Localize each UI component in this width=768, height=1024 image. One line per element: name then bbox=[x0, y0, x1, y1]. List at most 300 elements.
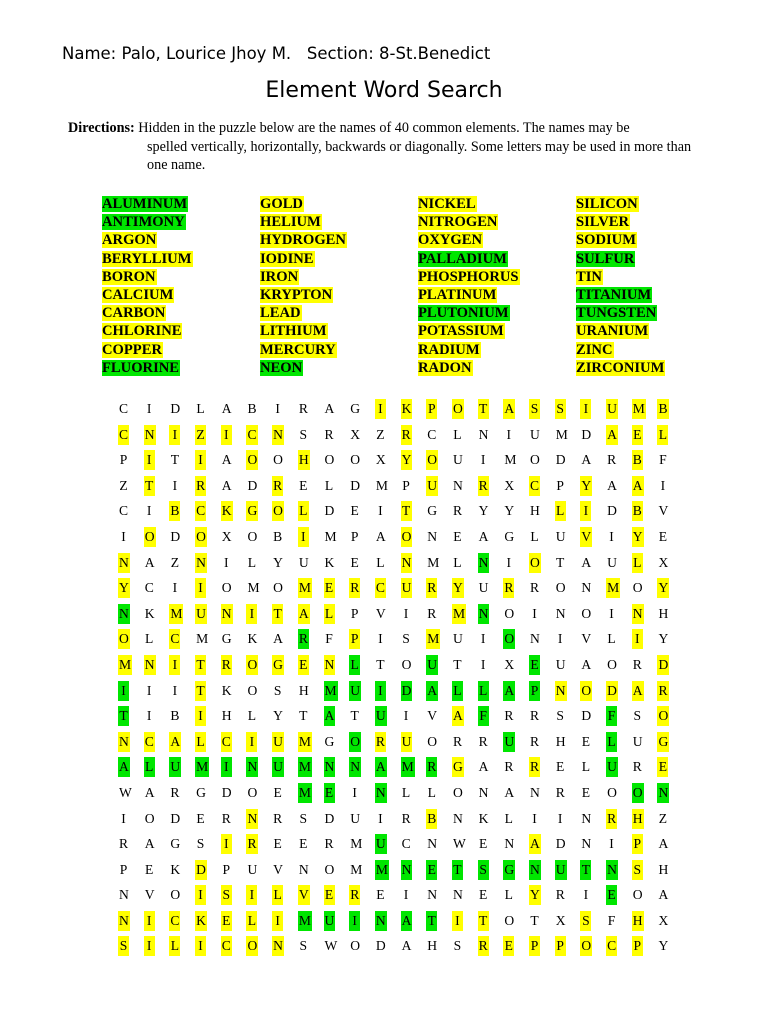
grid-cell: A bbox=[602, 425, 628, 451]
grid-cell: X bbox=[375, 452, 386, 468]
grid-cell: N bbox=[114, 553, 140, 579]
grid-cell: L bbox=[247, 554, 257, 570]
grid-cell: R bbox=[530, 580, 540, 596]
grid-cell: V bbox=[576, 527, 602, 553]
grid-cell: C bbox=[525, 476, 551, 502]
grid-cell: C bbox=[242, 425, 268, 451]
grid-cell: I bbox=[223, 554, 229, 570]
word-text: BERYLLIUM bbox=[102, 250, 192, 267]
grid-cell: S bbox=[299, 938, 308, 954]
grid-cell: O bbox=[452, 784, 463, 800]
grid-cell: P bbox=[556, 477, 564, 493]
grid-cell: E bbox=[320, 885, 346, 911]
grid-cell: T bbox=[191, 681, 217, 707]
grid-cell: H bbox=[427, 938, 438, 954]
grid-cell: I bbox=[378, 631, 383, 647]
grid-cell: D bbox=[397, 681, 423, 707]
grid-cell: O bbox=[350, 938, 361, 954]
grid-cell: I bbox=[242, 604, 268, 630]
grid-cell: S bbox=[273, 682, 282, 698]
grid-cell: U bbox=[397, 732, 423, 758]
grid-cell: A bbox=[375, 528, 386, 544]
grid-cell: F bbox=[607, 912, 616, 928]
grid-cell: I bbox=[191, 706, 217, 732]
grid-cell: O bbox=[499, 629, 525, 655]
grid-cell: S bbox=[217, 885, 243, 911]
grid-cell: I bbox=[378, 810, 383, 826]
grid-cell: N bbox=[551, 681, 577, 707]
grid-cell: L bbox=[602, 732, 628, 758]
grid-cell: O bbox=[247, 528, 258, 544]
grid-cell: O bbox=[530, 452, 540, 468]
word-item bbox=[576, 250, 734, 268]
grid-cell: C bbox=[140, 732, 166, 758]
grid-cell: M bbox=[555, 426, 568, 442]
grid-cell: Y bbox=[273, 708, 283, 724]
grid-cell: D bbox=[350, 477, 361, 493]
grid-cell: O bbox=[401, 656, 412, 672]
grid-cell: I bbox=[114, 681, 140, 707]
grid-cell: R bbox=[324, 836, 334, 852]
grid-cell: N bbox=[653, 783, 679, 809]
grid-row bbox=[114, 936, 679, 962]
grid-cell: L bbox=[140, 757, 166, 783]
grid-cell: N bbox=[427, 887, 438, 903]
grid-cell: R bbox=[401, 810, 411, 826]
grid-cell: O bbox=[324, 861, 335, 877]
grid-cell: U bbox=[191, 604, 217, 630]
grid-cell: E bbox=[196, 810, 205, 826]
grid-cell: H bbox=[298, 682, 309, 698]
grid-cell: A bbox=[144, 784, 155, 800]
word-item bbox=[418, 286, 576, 304]
word-item bbox=[260, 231, 418, 249]
grid-cell: Y bbox=[114, 578, 140, 604]
grid-cell: O bbox=[607, 784, 617, 800]
word-text: IRON bbox=[260, 268, 299, 285]
grid-cell: C bbox=[217, 732, 243, 758]
word-column bbox=[576, 195, 734, 377]
word-text: SULFUR bbox=[576, 250, 635, 267]
grid-cell: O bbox=[273, 452, 283, 468]
grid-cell: G bbox=[427, 503, 438, 519]
grid-cell: A bbox=[499, 681, 525, 707]
word-item bbox=[576, 341, 734, 359]
grid-cell: I bbox=[146, 401, 152, 416]
grid-cell: E bbox=[499, 936, 525, 962]
grid-cell: R bbox=[632, 656, 642, 672]
grid-cell: O bbox=[345, 732, 371, 758]
grid-cell: M bbox=[294, 757, 320, 783]
grid-cell: O bbox=[268, 501, 294, 527]
grid-cell: H bbox=[628, 911, 654, 937]
word-item bbox=[260, 341, 418, 359]
grid-cell: I bbox=[191, 885, 217, 911]
grid-cell: L bbox=[294, 501, 320, 527]
grid-cell: N bbox=[530, 631, 540, 647]
word-text: NITROGEN bbox=[418, 214, 498, 231]
word-text: CARBON bbox=[102, 305, 166, 322]
grid-cell: P bbox=[119, 452, 128, 468]
grid-row bbox=[114, 783, 679, 809]
grid-cell: E bbox=[350, 554, 359, 570]
grid-cell: I bbox=[576, 399, 602, 425]
grid-cell: R bbox=[422, 757, 448, 783]
grid-cell: N bbox=[397, 860, 423, 886]
grid-cell: L bbox=[165, 936, 191, 962]
grid-cell: C bbox=[114, 425, 140, 451]
grid-cell: C bbox=[217, 936, 243, 962]
grid-cell: N bbox=[581, 580, 592, 596]
word-item bbox=[418, 195, 576, 213]
directions-label: Directions: bbox=[68, 120, 135, 136]
grid-cell: B bbox=[653, 399, 679, 425]
grid-cell: R bbox=[345, 578, 371, 604]
grid-cell: T bbox=[422, 911, 448, 937]
word-item bbox=[260, 286, 418, 304]
grid-cell: A bbox=[397, 911, 423, 937]
grid-cell: V bbox=[658, 503, 669, 519]
grid-cell: S bbox=[474, 860, 500, 886]
word-item bbox=[576, 304, 734, 322]
grid-cell: I bbox=[609, 605, 614, 621]
grid-row bbox=[114, 732, 679, 758]
grid-cell: V bbox=[581, 631, 592, 647]
grid-cell: E bbox=[653, 757, 679, 783]
grid-cell: K bbox=[191, 911, 217, 937]
grid-cell: D bbox=[581, 708, 592, 724]
grid-cell: M bbox=[196, 631, 209, 647]
word-text: NICKEL bbox=[418, 196, 476, 212]
grid-cell: L bbox=[628, 553, 654, 579]
grid-cell: O bbox=[221, 580, 232, 596]
grid-cell: A bbox=[658, 887, 669, 903]
word-text: BORON bbox=[102, 268, 156, 285]
word-text: IODINE bbox=[260, 250, 314, 267]
word-text: SILICON bbox=[576, 196, 638, 212]
grid-cell: E bbox=[422, 860, 448, 886]
grid-cell: T bbox=[453, 656, 462, 672]
word-text: RADON bbox=[418, 359, 472, 376]
grid-cell: G bbox=[170, 836, 181, 852]
grid-cell: N bbox=[371, 783, 397, 809]
grid-cell: L bbox=[607, 631, 616, 647]
page-title: Element Word Search bbox=[265, 78, 503, 103]
grid-cell: I bbox=[403, 887, 409, 903]
grid-row bbox=[114, 501, 679, 527]
grid-cell: V bbox=[427, 708, 438, 724]
directions-line1: Hidden in the puzzle below are the names of 40 common elements. The names may be bbox=[138, 120, 630, 136]
grid-cell: A bbox=[628, 476, 654, 502]
grid-row bbox=[114, 706, 679, 732]
directions bbox=[68, 119, 708, 175]
grid-cell: P bbox=[402, 477, 410, 493]
grid-cell: W bbox=[452, 836, 466, 852]
grid-cell: U bbox=[345, 681, 371, 707]
grid-cell: S bbox=[556, 708, 564, 724]
grid-cell: L bbox=[324, 477, 334, 493]
grid-cell: T bbox=[140, 476, 166, 502]
word-item bbox=[102, 359, 260, 377]
word-text: CALCIUM bbox=[102, 286, 174, 303]
grid-cell: N bbox=[114, 911, 140, 937]
grid-cell: N bbox=[530, 784, 540, 800]
grid-cell: U bbox=[247, 861, 258, 877]
grid-cell: U bbox=[371, 706, 397, 732]
grid-cell: R bbox=[602, 809, 628, 835]
grid-cell: I bbox=[609, 528, 614, 544]
word-list bbox=[102, 195, 734, 377]
word-text: FLUORINE bbox=[102, 359, 180, 376]
grid-cell: N bbox=[268, 936, 294, 962]
grid-cell: R bbox=[242, 834, 268, 860]
grid-cell: B bbox=[170, 708, 180, 724]
grid-cell: P bbox=[551, 936, 577, 962]
grid-cell: I bbox=[403, 708, 409, 724]
grid-cell: C bbox=[119, 503, 129, 519]
grid-cell: O bbox=[525, 553, 551, 579]
grid-cell: Z bbox=[658, 810, 668, 826]
grid-cell: L bbox=[247, 708, 257, 724]
grid-cell: W bbox=[119, 784, 132, 800]
grid-cell: M bbox=[427, 554, 440, 570]
grid-cell: U bbox=[371, 834, 397, 860]
grid-cell: Y bbox=[658, 631, 669, 647]
grid-cell: S bbox=[453, 938, 462, 954]
grid-cell: C bbox=[371, 578, 397, 604]
grid-cell: T bbox=[448, 860, 474, 886]
word-text: SILVER bbox=[576, 214, 630, 231]
grid-cell: I bbox=[121, 810, 126, 826]
grid-row bbox=[114, 757, 679, 783]
grid-cell: R bbox=[422, 578, 448, 604]
grid-cell: N bbox=[452, 887, 463, 903]
grid-cell: L bbox=[453, 554, 462, 570]
grid-row bbox=[114, 425, 679, 451]
grid-cell: A bbox=[504, 784, 515, 800]
grid-cell: U bbox=[298, 554, 309, 570]
grid-cell: L bbox=[504, 810, 513, 826]
word-item bbox=[102, 341, 260, 359]
grid-cell: E bbox=[350, 503, 359, 519]
grid-cell: U bbox=[478, 580, 489, 596]
word-text: PHOSPHORUS bbox=[418, 268, 519, 285]
word-item bbox=[260, 213, 418, 231]
grid-cell: E bbox=[273, 836, 282, 852]
word-item bbox=[102, 322, 260, 340]
grid-cell: S bbox=[402, 631, 410, 647]
grid-cell: I bbox=[242, 885, 268, 911]
grid-cell: T bbox=[114, 706, 140, 732]
grid-cell: M bbox=[294, 732, 320, 758]
grid-cell: D bbox=[247, 477, 258, 493]
grid-cell: M bbox=[247, 580, 260, 596]
grid-cell: V bbox=[144, 887, 155, 903]
grid-cell: O bbox=[324, 452, 335, 468]
grid-cell: F bbox=[602, 706, 628, 732]
grid-cell: I bbox=[217, 757, 243, 783]
grid-cell: Y bbox=[653, 578, 679, 604]
grid-cell: I bbox=[172, 580, 178, 596]
grid-cell: C bbox=[602, 936, 628, 962]
grid-cell: A bbox=[607, 477, 617, 493]
grid-cell: N bbox=[191, 553, 217, 579]
grid-cell: M bbox=[350, 836, 363, 852]
word-text: TITANIUM bbox=[576, 286, 652, 303]
grid-cell: C bbox=[191, 501, 217, 527]
grid-cell: A bbox=[581, 452, 592, 468]
grid-row bbox=[114, 450, 679, 476]
grid-cell: E bbox=[602, 885, 628, 911]
grid-cell: N bbox=[114, 732, 140, 758]
grid-cell: H bbox=[294, 450, 320, 476]
grid-cell: D bbox=[191, 860, 217, 886]
grid-cell: I bbox=[294, 527, 320, 553]
grid-cell: I bbox=[146, 503, 152, 519]
grid-cell: R bbox=[273, 810, 283, 826]
grid-cell: N bbox=[268, 425, 294, 451]
grid-cell: Z bbox=[119, 477, 128, 493]
grid-cell: N bbox=[242, 757, 268, 783]
grid-cell: G bbox=[196, 784, 206, 800]
grid-cell: N bbox=[242, 809, 268, 835]
grid-cell: M bbox=[628, 399, 654, 425]
word-item bbox=[102, 250, 260, 268]
grid-cell: E bbox=[320, 578, 346, 604]
grid-cell: N bbox=[345, 757, 371, 783]
grid-cell: U bbox=[602, 757, 628, 783]
grid-cell: X bbox=[221, 528, 232, 544]
grid-cell: E bbox=[453, 528, 462, 544]
grid-cell: N bbox=[217, 604, 243, 630]
grid-cell: I bbox=[371, 681, 397, 707]
grid-cell: N bbox=[474, 553, 500, 579]
grid-cell: G bbox=[499, 860, 525, 886]
grid-cell: O bbox=[427, 733, 438, 749]
grid-cell: O bbox=[242, 655, 268, 681]
grid-cell: E bbox=[145, 861, 154, 877]
grid-cell: A bbox=[114, 757, 140, 783]
grid-cell: I bbox=[146, 708, 152, 724]
grid-cell: N bbox=[119, 887, 129, 903]
grid-cell: A bbox=[525, 834, 551, 860]
grid-cell: B bbox=[247, 401, 257, 416]
word-item bbox=[576, 231, 734, 249]
grid-cell: G bbox=[221, 631, 232, 647]
grid-cell: D bbox=[170, 810, 181, 826]
grid-cell: R bbox=[474, 476, 500, 502]
grid-cell: E bbox=[658, 528, 668, 544]
grid-cell: I bbox=[403, 605, 409, 621]
grid-cell: H bbox=[658, 861, 669, 877]
grid-cell: U bbox=[268, 732, 294, 758]
grid-cell: I bbox=[576, 501, 602, 527]
grid-cell: E bbox=[376, 887, 385, 903]
grid-cell: U bbox=[499, 732, 525, 758]
word-item bbox=[260, 322, 418, 340]
grid-cell: R bbox=[474, 936, 500, 962]
grid-row bbox=[114, 604, 679, 630]
grid-cell: S bbox=[551, 399, 577, 425]
grid-cell: L bbox=[242, 911, 268, 937]
grid-cell: V bbox=[294, 885, 320, 911]
grid-cell: X bbox=[658, 912, 669, 928]
word-text: OXYGEN bbox=[418, 232, 483, 249]
grid-cell: E bbox=[294, 655, 320, 681]
grid-cell: D bbox=[324, 810, 335, 826]
grid-cell: D bbox=[375, 938, 386, 954]
grid-cell: N bbox=[397, 553, 423, 579]
word-item bbox=[102, 304, 260, 322]
grid-cell: S bbox=[633, 708, 642, 724]
grid-cell: O bbox=[632, 887, 643, 903]
grid-cell: S bbox=[299, 810, 308, 826]
grid-cell: I bbox=[557, 631, 563, 647]
grid-cell: A bbox=[401, 938, 412, 954]
grid-cell: R bbox=[371, 732, 397, 758]
grid-cell: K bbox=[144, 605, 155, 621]
grid-row bbox=[114, 655, 679, 681]
grid-cell: I bbox=[660, 477, 666, 493]
grid-cell: A bbox=[294, 604, 320, 630]
grid-cell: C bbox=[165, 911, 191, 937]
grid-cell: G bbox=[324, 733, 335, 749]
grid-cell: N bbox=[140, 655, 166, 681]
grid-row bbox=[114, 399, 679, 425]
word-search-grid bbox=[114, 399, 679, 962]
grid-cell: P bbox=[628, 834, 654, 860]
grid-cell: Y bbox=[576, 476, 602, 502]
grid-row bbox=[114, 911, 679, 937]
grid-cell: I bbox=[217, 834, 243, 860]
grid-cell: R bbox=[298, 401, 308, 416]
word-item bbox=[102, 286, 260, 304]
grid-cell: K bbox=[170, 861, 181, 877]
grid-cell: Y bbox=[628, 527, 654, 553]
word-item bbox=[102, 195, 260, 213]
word-text: POTASSIUM bbox=[418, 323, 504, 340]
grid-cell: P bbox=[628, 936, 654, 962]
grid-cell: K bbox=[397, 399, 423, 425]
grid-cell: L bbox=[320, 604, 346, 630]
grid-cell: G bbox=[448, 757, 474, 783]
grid-cell: N bbox=[525, 860, 551, 886]
grid-cell: O bbox=[140, 527, 166, 553]
grid-cell: E bbox=[556, 759, 565, 775]
word-item bbox=[260, 250, 418, 268]
grid-cell: S bbox=[525, 399, 551, 425]
grid-cell: T bbox=[376, 656, 385, 672]
grid-cell: N bbox=[452, 477, 463, 493]
grid-cell: P bbox=[422, 399, 448, 425]
word-text: ANTIMONY bbox=[102, 214, 185, 231]
grid-cell: A bbox=[581, 656, 592, 672]
grid-cell: A bbox=[499, 399, 525, 425]
grid-cell: D bbox=[170, 401, 181, 416]
grid-cell: I bbox=[532, 810, 537, 826]
grid-cell: I bbox=[217, 425, 243, 451]
grid-cell: D bbox=[607, 503, 617, 519]
grid-cell: O bbox=[273, 580, 283, 596]
directions-rest: spelled vertically, horizontally, backwards or diagonally. Some letters may be used in more than one name. bbox=[147, 138, 692, 173]
grid-row bbox=[114, 834, 679, 860]
grid-cell: O bbox=[191, 527, 217, 553]
grid-row bbox=[114, 527, 679, 553]
grid-cell: I bbox=[275, 401, 280, 416]
grid-cell: N bbox=[581, 836, 592, 852]
word-text: NEON bbox=[260, 359, 303, 376]
word-text: ARGON bbox=[102, 232, 157, 249]
